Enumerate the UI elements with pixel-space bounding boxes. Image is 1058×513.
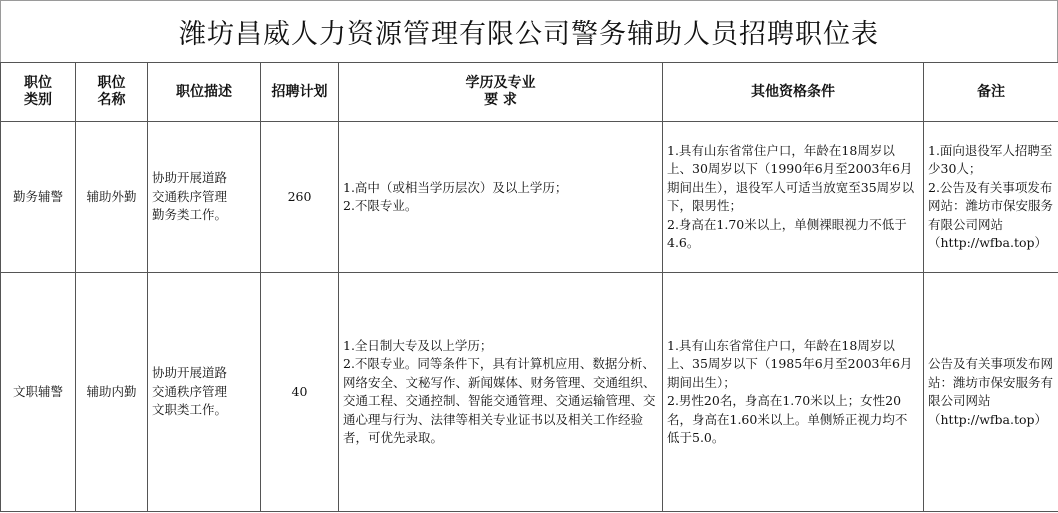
header-remark: 备注 <box>924 63 1058 122</box>
cell-other: 1.具有山东省常住户口，年龄在18周岁以上、35周岁以下（1985年6月至2003年6月期间出生）； 2.男性20名，身高在1.70米以上；女性20名，身高在1.60米以上。单侧矫正视力均不低于5.0。 <box>663 273 924 512</box>
cell-category: 文职辅警 <box>1 273 76 512</box>
cell-edu: 1.全日制大专及以上学历； 2.不限专业。同等条件下，具有计算机应用、数据分析、网络安全、文秘写作、新闻媒体、财务管理、交通组织、交通工程、交通控制、智能交通管理、交通运输管理、交通心理与行为、法律等相关专业证书以及相关工作经验者，可优先录取。 <box>339 273 663 512</box>
table-header-row <box>1 63 1058 122</box>
cell-remark: 公告及有关事项发布网站：潍坊市保安服务有限公司网站（http://wfba.top） <box>924 273 1058 512</box>
header-edu: 学历及专业 要 求 <box>339 63 663 122</box>
header-other: 其他资格条件 <box>663 63 924 122</box>
cell-desc: 协助开展道路 交通秩序管理 文职类工作。 <box>148 273 261 512</box>
cell-remark: 1.面向退役军人招聘至少30人； 2.公告及有关事项发布网站：潍坊市保安服务有限公司网站（http://wfba.top） <box>924 122 1058 273</box>
cell-desc: 协助开展道路 交通秩序管理 勤务类工作。 <box>148 122 261 273</box>
header-category: 职位 类别 <box>1 63 76 122</box>
cell-name: 辅助内勤 <box>76 273 148 512</box>
table-row <box>1 273 1058 512</box>
cell-edu: 1.高中（或相当学历层次）及以上学历； 2.不限专业。 <box>339 122 663 273</box>
page-title: 潍坊昌威人力资源管理有限公司警务辅助人员招聘职位表 <box>0 0 1058 62</box>
cell-plan: 260 <box>261 122 339 273</box>
cell-name: 辅助外勤 <box>76 122 148 273</box>
header-desc: 职位描述 <box>148 63 261 122</box>
header-name: 职位 名称 <box>76 63 148 122</box>
header-plan: 招聘计划 <box>261 63 339 122</box>
positions-table <box>0 62 1058 512</box>
cell-plan: 40 <box>261 273 339 512</box>
table-row <box>1 122 1058 273</box>
cell-other: 1.具有山东省常住户口，年龄在18周岁以上、30周岁以下（1990年6月至2003年6月期间出生），退役军人可适当放宽至35周岁以下，限男性； 2.身高在1.70米以上，单侧裸眼视力不低于4.6。 <box>663 122 924 273</box>
cell-category: 勤务辅警 <box>1 122 76 273</box>
